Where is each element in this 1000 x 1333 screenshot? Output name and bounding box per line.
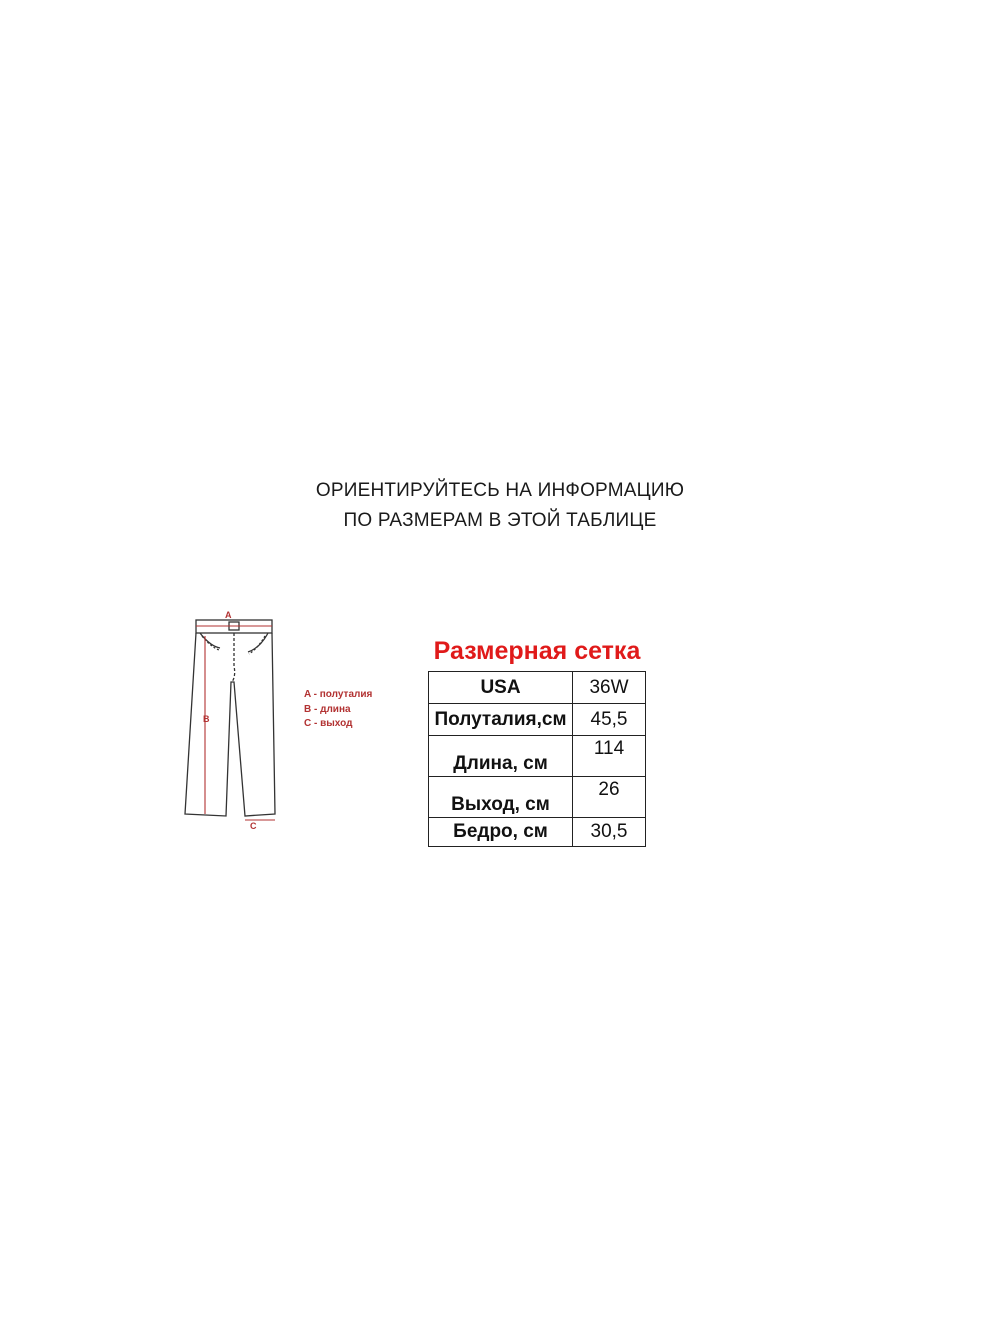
- table-row: [429, 777, 646, 818]
- legend-item-c: C - выход: [304, 718, 353, 729]
- row-label-waist: Полуталия,см: [429, 704, 573, 736]
- size-table-title: Размерная сетка: [433, 637, 641, 665]
- legend-item-b: B - длина: [304, 703, 351, 715]
- right-pocket: [248, 633, 268, 652]
- measurement-legend: [304, 688, 372, 732]
- row-label-hip: Бедро, см: [429, 818, 573, 847]
- row-value-length: 114: [573, 736, 646, 777]
- row-value-waist: 45,5: [573, 704, 646, 736]
- left-pocket: [200, 633, 220, 648]
- table-row: [429, 672, 646, 704]
- row-label-rise: Выход, см: [429, 777, 573, 818]
- marker-b: B: [203, 714, 210, 724]
- marker-c: C: [250, 821, 257, 831]
- heading-line-2: ПО РАЗМЕРАМ В ЭТОЙ ТАБЛИЦЕ: [343, 510, 657, 531]
- table-row: [429, 736, 646, 777]
- size-table: [428, 671, 646, 847]
- marker-a: A: [225, 610, 232, 620]
- fly-stitch: [232, 633, 235, 682]
- row-value-rise: 26: [573, 777, 646, 818]
- table-row: [429, 818, 646, 847]
- trousers-outline: [185, 633, 275, 816]
- heading-line-1: ОРИЕНТИРУЙТЕСЬ НА ИНФОРМАЦИЮ: [315, 480, 685, 501]
- table-row: [429, 704, 646, 736]
- row-label-usa: USA: [429, 672, 573, 704]
- row-value-usa: 36W: [573, 672, 646, 704]
- row-value-hip: 30,5: [573, 818, 646, 847]
- legend-item-a: A - полуталия: [304, 689, 373, 700]
- row-label-length: Длина, см: [429, 736, 573, 777]
